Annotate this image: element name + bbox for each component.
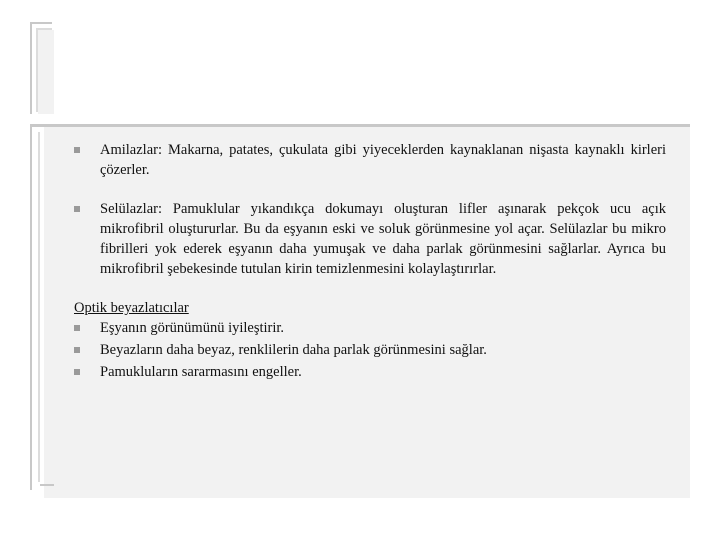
square-bullet-icon (74, 369, 80, 375)
section-title-optic-brighteners: Optik beyazlatıcılar (74, 300, 189, 316)
list-item-amylase (74, 140, 666, 180)
panel-top-border (30, 124, 690, 127)
list-item (74, 318, 666, 338)
list-item (74, 362, 666, 382)
square-bullet-icon (74, 147, 80, 153)
square-bullet-icon (74, 325, 80, 331)
bullet-text: Eşyanın görünümünü iyileştirir. (100, 320, 285, 336)
list-item (74, 340, 666, 360)
square-bullet-icon (74, 347, 80, 353)
square-bullet-icon (74, 206, 80, 212)
decorative-frame-bottom (40, 484, 54, 486)
bullet-text: Selülazlar: Pamuklular yıkandıkça dokumayı oluşturan lifler aşınarak pekçok ucu açık mikrofibril oluştururlar. Bu da eşyanın eski ve soluk görünmesine yol açar. Selülazlar bu mikro fibrilleri yok ederek eşyanın daha yumuşak ve daha parlak görünmesini sağlarlar. Ayrıca bu mikrofibril şebekesinde tutulan kirin temizlenmesini kolaylaştırırlar. (100, 201, 666, 277)
bullet-text: Pamukluların sararmasını engeller. (100, 364, 302, 380)
decorative-frame-left (30, 124, 32, 490)
list-item-cellulase (74, 199, 666, 279)
bullet-text: Beyazların daha beyaz, renklilerin daha parlak görünmesini sağlar. (100, 342, 487, 358)
slide-content (74, 140, 666, 384)
optic-brighteners-list (74, 318, 666, 382)
decorative-frame-left-inner (38, 132, 40, 482)
bullet-text: Amilazlar: Makarna, patates, çukulata gibi yiyeceklerden kaynaklanan nişasta kaynaklı kirleri çözerler. (100, 142, 666, 178)
decorative-frame-top-inner (36, 28, 52, 112)
